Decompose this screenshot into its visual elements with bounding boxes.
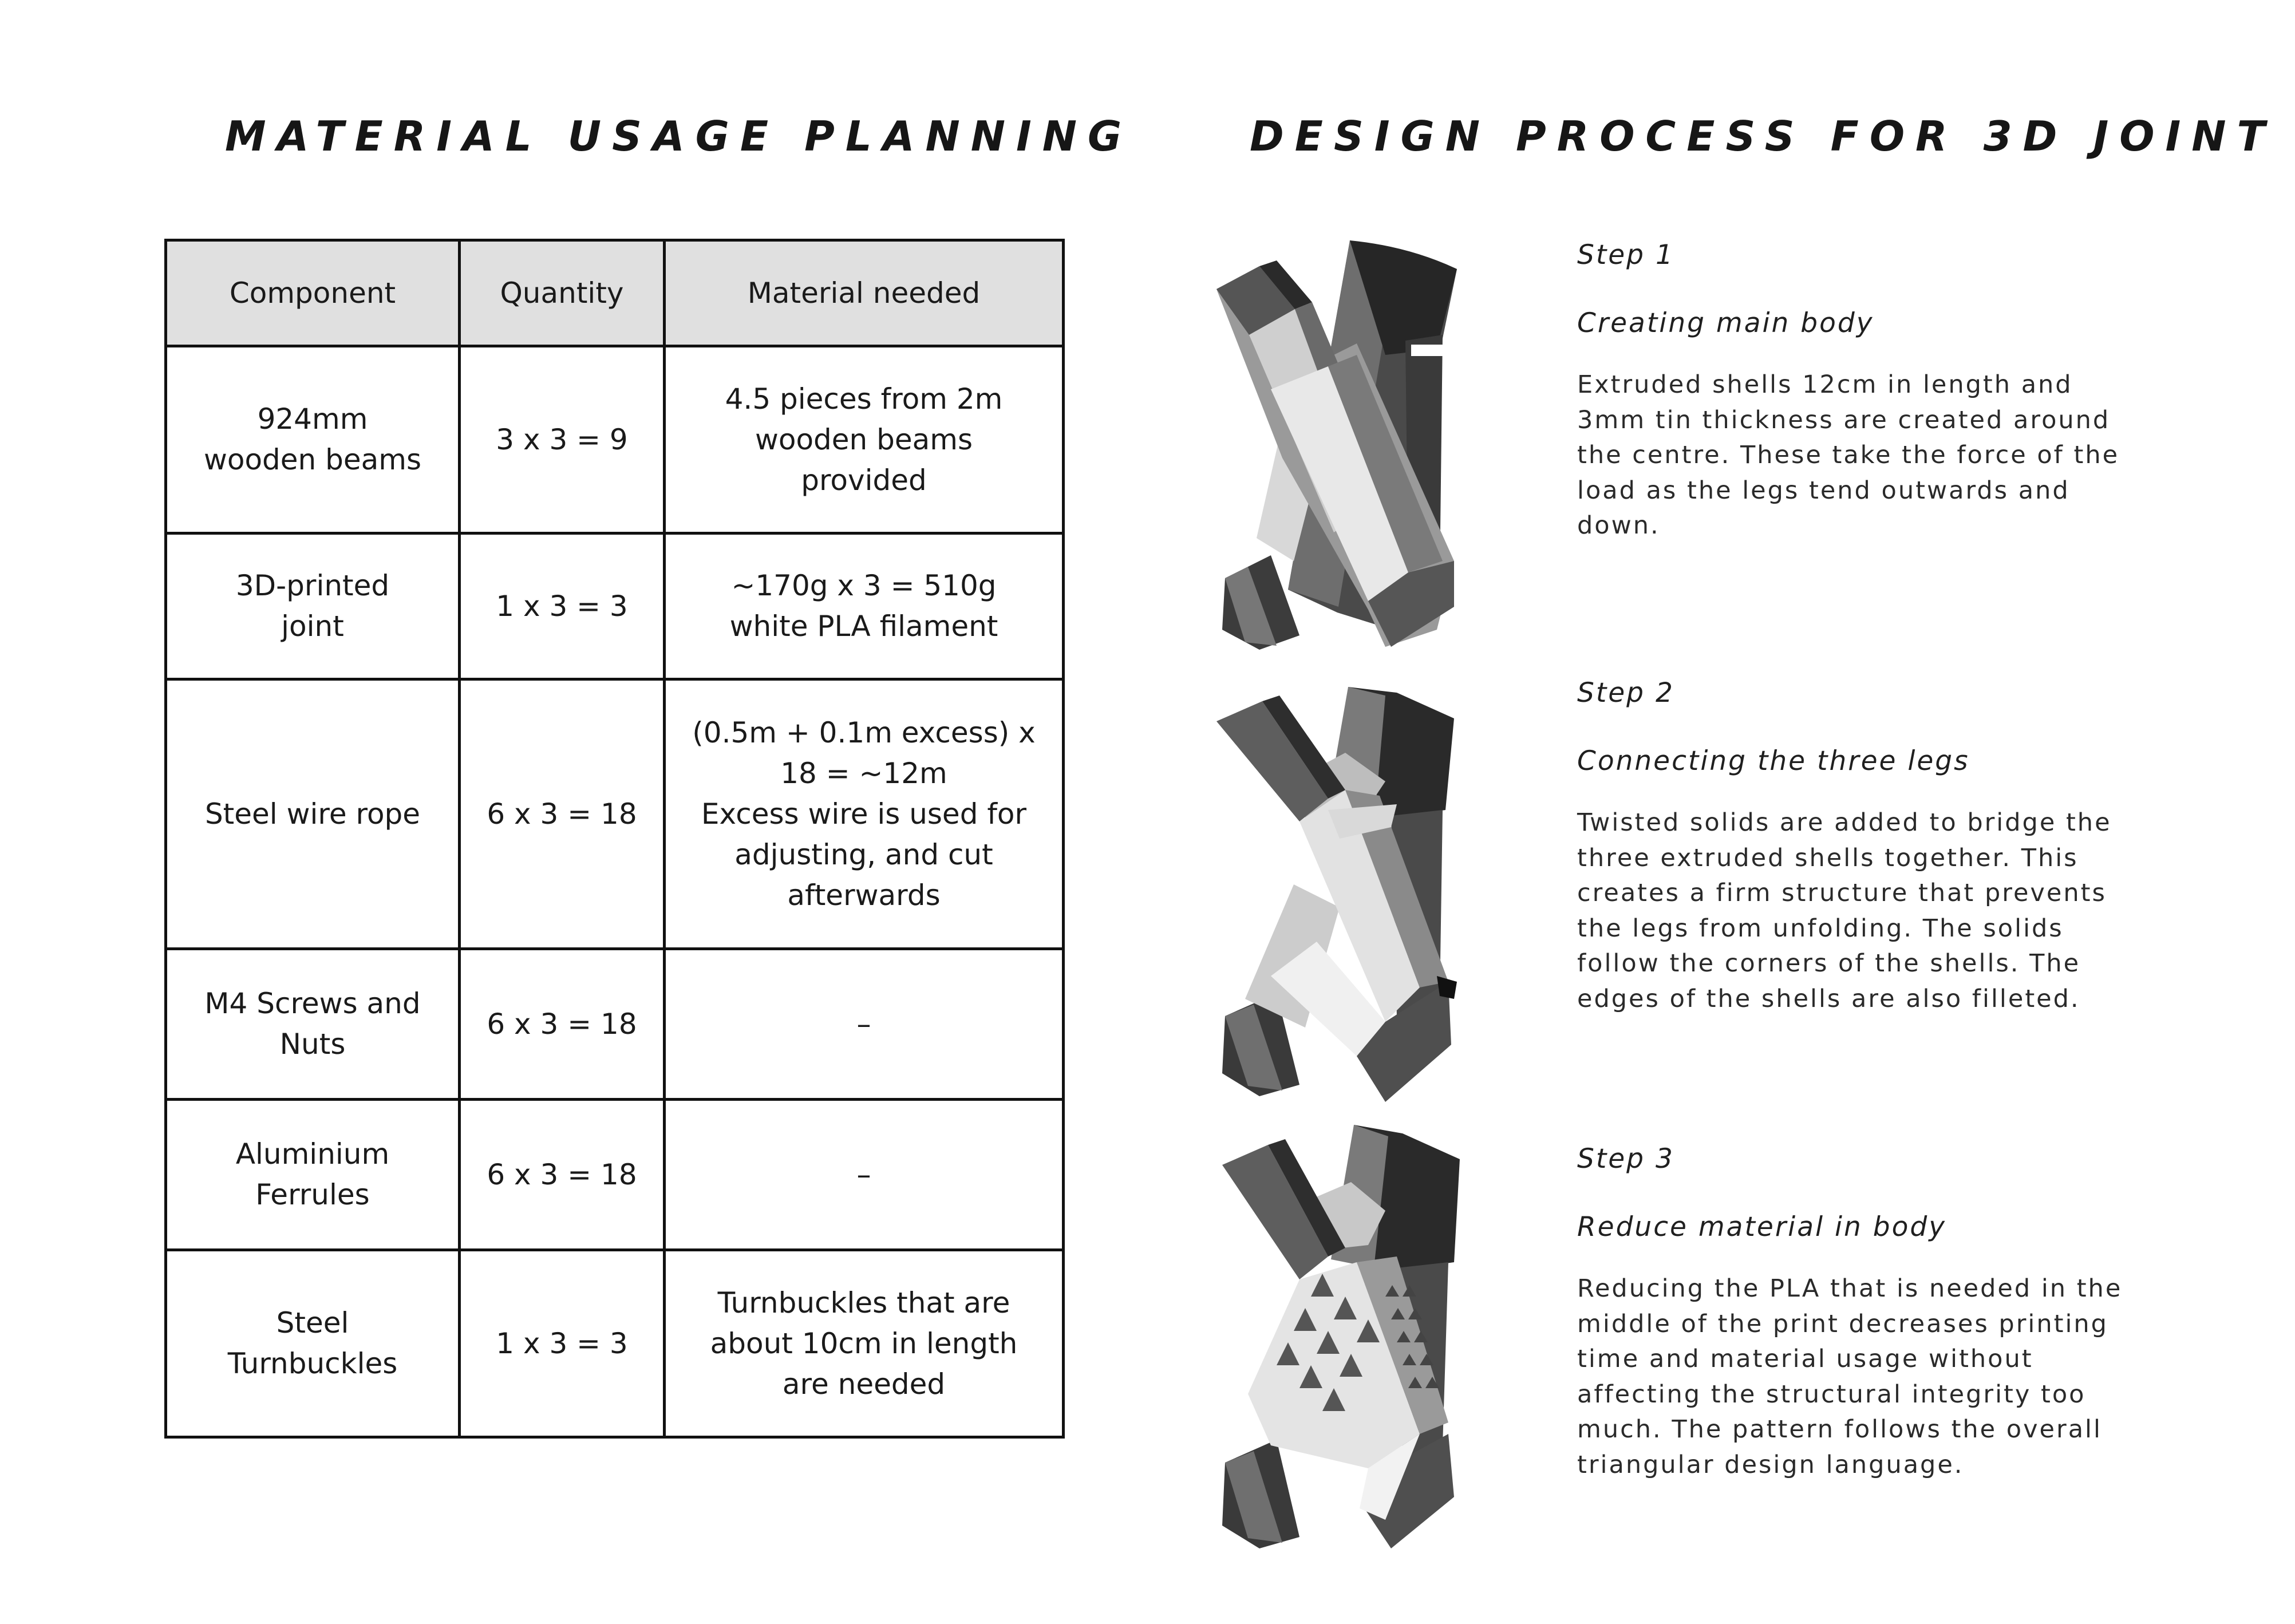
- table-row: [166, 534, 1064, 679]
- joint-main-body-render: [1214, 235, 1500, 655]
- design-process-heading: DESIGN PROCESS FOR 3D JOINT: [1250, 112, 2276, 160]
- step-number: Step 3: [1577, 1143, 1674, 1175]
- cell-line: Turnbuckles that are: [717, 1286, 1010, 1319]
- desc-line: affecting the structural integrity too: [1577, 1380, 2086, 1409]
- component-cell: [166, 534, 460, 679]
- desc-line: Twisted solids are added to bridge the: [1577, 808, 2112, 837]
- step-title: Reduce material in body: [1577, 1211, 1947, 1243]
- material-cell: –: [665, 1100, 1064, 1250]
- header-material-needed: Material needed: [665, 240, 1064, 346]
- component-cell: [166, 949, 460, 1100]
- cell-line: wooden beams: [755, 422, 973, 456]
- desc-line: 3mm tin thickness are created around: [1577, 405, 2111, 434]
- component-cell: [166, 1250, 460, 1437]
- table-row: [166, 679, 1064, 949]
- cell-line: M4 Screws and: [204, 987, 421, 1020]
- cell-line: joint: [281, 610, 344, 643]
- desc-line: the centre. These take the force of the: [1577, 441, 2120, 469]
- component-cell: [166, 1100, 460, 1250]
- quantity-cell: 1 x 3 = 3: [460, 1250, 665, 1437]
- material-cell: [665, 346, 1064, 534]
- joint-connected-legs-render: [1214, 678, 1500, 1102]
- quantity-cell: 6 x 3 = 18: [460, 679, 665, 949]
- cell-line: 3D-printed: [235, 569, 390, 602]
- table-header-row: [166, 240, 1064, 346]
- table-row: [166, 1250, 1064, 1437]
- cell-line: Nuts: [279, 1028, 346, 1061]
- step-number: Step 2: [1577, 677, 1674, 709]
- quantity-cell: 3 x 3 = 9: [460, 346, 665, 534]
- cell-line: white PLA filament: [729, 610, 998, 643]
- desc-line: Extruded shells 12cm in length and: [1577, 370, 2073, 399]
- cell-line: Ferrules: [255, 1178, 370, 1211]
- table-row: [166, 949, 1064, 1100]
- desc-line: the legs from unfolding. The solids: [1577, 914, 2064, 943]
- desc-line: triangular design language.: [1577, 1450, 1964, 1479]
- cell-line: Steel: [276, 1306, 349, 1339]
- material-cell: [665, 1250, 1064, 1437]
- material-cell: [665, 534, 1064, 679]
- desc-line: edges of the shells are also filleted.: [1577, 984, 2080, 1013]
- step-description: [1577, 1271, 2150, 1483]
- step-title: Creating main body: [1577, 307, 1874, 339]
- desc-line: follow the corners of the shells. The: [1577, 949, 2081, 978]
- joint-reduced-material-render: [1214, 1125, 1500, 1548]
- header-quantity: Quantity: [460, 240, 665, 346]
- cell-line: ~170g x 3 = 510g: [731, 569, 997, 602]
- step-title: Connecting the three legs: [1577, 745, 1970, 777]
- step-description: [1577, 805, 2150, 1017]
- cell-line: Turnbuckles: [227, 1347, 398, 1380]
- step-description: [1577, 368, 2150, 544]
- step-3-block: [1577, 1143, 2150, 1483]
- component-cell: [166, 679, 460, 949]
- cell-line: are needed: [782, 1367, 946, 1401]
- cell-line: afterwards: [787, 878, 941, 912]
- cell-line: provided: [801, 463, 927, 497]
- desc-line: much. The pattern follows the overall: [1577, 1415, 2102, 1444]
- desc-line: middle of the print decreases printing: [1577, 1309, 2108, 1338]
- cell-line: (0.5m + 0.1m excess) x: [692, 716, 1036, 749]
- step-2-block: [1577, 677, 2150, 1017]
- desc-line: creates a firm structure that prevents: [1577, 879, 2107, 907]
- table-row: [166, 346, 1064, 534]
- cell-line: Steel wire rope: [204, 797, 421, 831]
- desc-line: down.: [1577, 511, 1660, 540]
- quantity-cell: 1 x 3 = 3: [460, 534, 665, 679]
- component-cell: [166, 346, 460, 534]
- cell-line: 924mm: [257, 402, 368, 436]
- cell-line: 4.5 pieces from 2m: [725, 382, 1003, 416]
- table-row: [166, 1100, 1064, 1250]
- cell-line: Aluminium: [235, 1137, 390, 1171]
- step-number: Step 1: [1577, 239, 1674, 271]
- quantity-cell: 6 x 3 = 18: [460, 949, 665, 1100]
- cell-line: adjusting, and cut: [734, 837, 993, 871]
- cell-line: about 10cm in length: [710, 1326, 1018, 1360]
- desc-line: time and material usage without: [1577, 1345, 2033, 1373]
- material-table: [164, 239, 1065, 1439]
- desc-line: three extruded shells together. This: [1577, 843, 2079, 872]
- desc-line: load as the legs tend outwards and: [1577, 476, 2070, 505]
- cell-line: 18 = ~12m: [780, 756, 947, 790]
- cell-line: Excess wire is used for: [701, 797, 1027, 831]
- material-usage-heading: MATERIAL USAGE PLANNING: [225, 112, 1133, 160]
- cell-line: wooden beams: [203, 443, 422, 476]
- quantity-cell: 6 x 3 = 18: [460, 1100, 665, 1250]
- material-cell: –: [665, 949, 1064, 1100]
- header-component: Component: [166, 240, 460, 346]
- desc-line: Reducing the PLA that is needed in the: [1577, 1274, 2123, 1303]
- material-cell: [665, 679, 1064, 949]
- step-1-block: [1577, 239, 2150, 544]
